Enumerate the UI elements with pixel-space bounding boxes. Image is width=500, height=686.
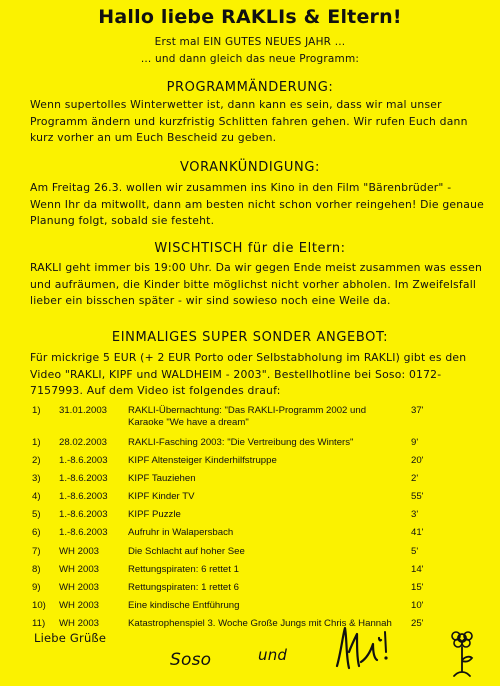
video-date: 1.-8.6.2003 (59, 473, 108, 485)
video-date: WH 2003 (59, 617, 99, 629)
video-title: RAKLI-Übernachtung: "Das RAKLI-Programm 2002 und Karaoke "We have a dream" (128, 405, 367, 428)
text-vorankuendigung: Am Freitag 26.3. wollen wir zusammen ins Kino in den Film "Bärenbrüder" - Wenn Ihr da mitwollt, dann am besten nicht schon vorher reingehen! Die genaue Planung folgt, sobald sie festeht. (30, 181, 484, 227)
video-number: 5) (32, 509, 41, 521)
video-number: 1) (32, 437, 41, 448)
video-duration: 9' (411, 437, 419, 448)
video-title: Die Schlacht auf hoher See (128, 545, 245, 557)
heading-programmaenderung: PROGRAMMÄNDERUNG: (166, 80, 334, 95)
signature-und: und (258, 646, 288, 664)
video-number: 4) (32, 491, 41, 503)
video-date: WH 2003 (59, 581, 99, 593)
video-item (30, 509, 480, 527)
video-number: 9) (32, 581, 41, 593)
video-list (30, 405, 480, 650)
video-title: KIPF Tauziehen (128, 473, 196, 485)
text-programmaenderung: Wenn supertolles Winterwetter ist, dann kann es sein, dass wir mal unser Programm ändern und kurzfristig Schlitten fahren gehen. Wir rufen Euch dann kurz vorher an um Euch Bescheid zu geben. (30, 98, 468, 144)
video-date: 1.-8.6.2003 (59, 455, 108, 467)
video-item (30, 582, 480, 600)
video-number: 2) (32, 455, 41, 467)
video-date: 1.-8.6.2003 (59, 509, 108, 521)
video-date: WH 2003 (59, 545, 99, 557)
video-duration: 3' (411, 509, 419, 521)
video-number: 11) (32, 617, 46, 629)
page-title: Hallo liebe RAKLIs & Eltern! (98, 6, 402, 28)
video-duration: 14' (411, 563, 424, 575)
video-date: WH 2003 (59, 599, 99, 611)
video-date: 1.-8.6.2003 (59, 491, 108, 503)
video-number: 10) (32, 599, 46, 611)
video-title: Katastrophenspiel 3. Woche Große Jungs mit Chris & Hannah (128, 617, 392, 629)
video-number: 3) (32, 473, 41, 485)
heading-vorankuendigung: VORANKÜNDIGUNG: (179, 160, 321, 175)
video-item (30, 455, 480, 473)
video-duration: 5' (411, 545, 419, 557)
video-item (30, 437, 480, 455)
video-number: 7) (32, 545, 41, 557)
video-title: RAKLI-Fasching 2003: "Die Vertreibung des Winters" (128, 437, 354, 448)
video-duration: 55' (411, 491, 424, 503)
video-duration: 37' (411, 405, 424, 416)
video-item (30, 473, 480, 491)
video-item (30, 600, 480, 618)
video-title: KIPF Puzzle (128, 509, 181, 521)
subtitle-program: ... und dann gleich das neue Programm: (140, 53, 360, 65)
heading-wischtisch: WISCHTISCH für die Eltern: (154, 241, 346, 256)
video-title: KIPF Altensteiger Kinderhilfstruppe (128, 455, 277, 467)
video-duration: 10' (411, 599, 424, 611)
text-sonderangebot: Für mickrige 5 EUR (+ 2 EUR Porto oder Selbstabholung im RAKLI) gibt es den Video "RAKLI, KIPF und WALDHEIM - 2003". Bestellhotline bei Soso: 0172-7157993. Auf dem Video ist folgendes drauf: (30, 351, 467, 397)
video-item (30, 527, 480, 545)
video-number: 8) (32, 563, 41, 575)
video-item (30, 546, 480, 564)
video-title: Rettungspiraten: 1 rettet 6 (128, 581, 239, 593)
video-item (30, 405, 480, 437)
video-number: 6) (32, 527, 41, 539)
video-title: Rettungspiraten: 6 rettet 1 (128, 563, 239, 575)
video-item (30, 491, 480, 509)
signature-soso: Soso (170, 650, 212, 670)
video-item (30, 564, 480, 582)
video-duration: 2' (411, 473, 419, 485)
video-date: 31.01.2003 (59, 405, 108, 416)
closing-greeting: Liebe Grüße (34, 631, 107, 645)
video-number: 1) (32, 405, 41, 416)
video-duration: 25' (411, 617, 424, 629)
video-duration: 41' (411, 527, 424, 539)
flower-icon (448, 628, 478, 678)
video-date: 28.02.2003 (59, 437, 108, 448)
video-date: WH 2003 (59, 563, 99, 575)
video-duration: 15' (411, 581, 424, 593)
text-wischtisch: RAKLI geht immer bis 19:00 Uhr. Da wir gegen Ende meist zusammen was essen und aufräumen, die Kinder bitte möglichst nicht vorher abholen. Im Zweifelsfall lieber ein bisschen später - wir sind sowieso noch eine Weile da. (30, 261, 482, 307)
video-title: KIPF Kinder TV (128, 491, 195, 503)
heading-sonderangebot: EINMALIGES SUPER SONDER ANGEBOT: (111, 330, 389, 345)
video-date: 1.-8.6.2003 (59, 527, 108, 539)
video-title: Eine kindische Entführung (128, 599, 240, 611)
scribbled-signature-icon (333, 622, 393, 674)
video-duration: 20' (411, 455, 424, 467)
subtitle-new-year: Erst mal EIN GUTES NEUES JAHR ... (154, 36, 346, 48)
video-title: Aufruhr in Walapersbach (128, 527, 234, 539)
